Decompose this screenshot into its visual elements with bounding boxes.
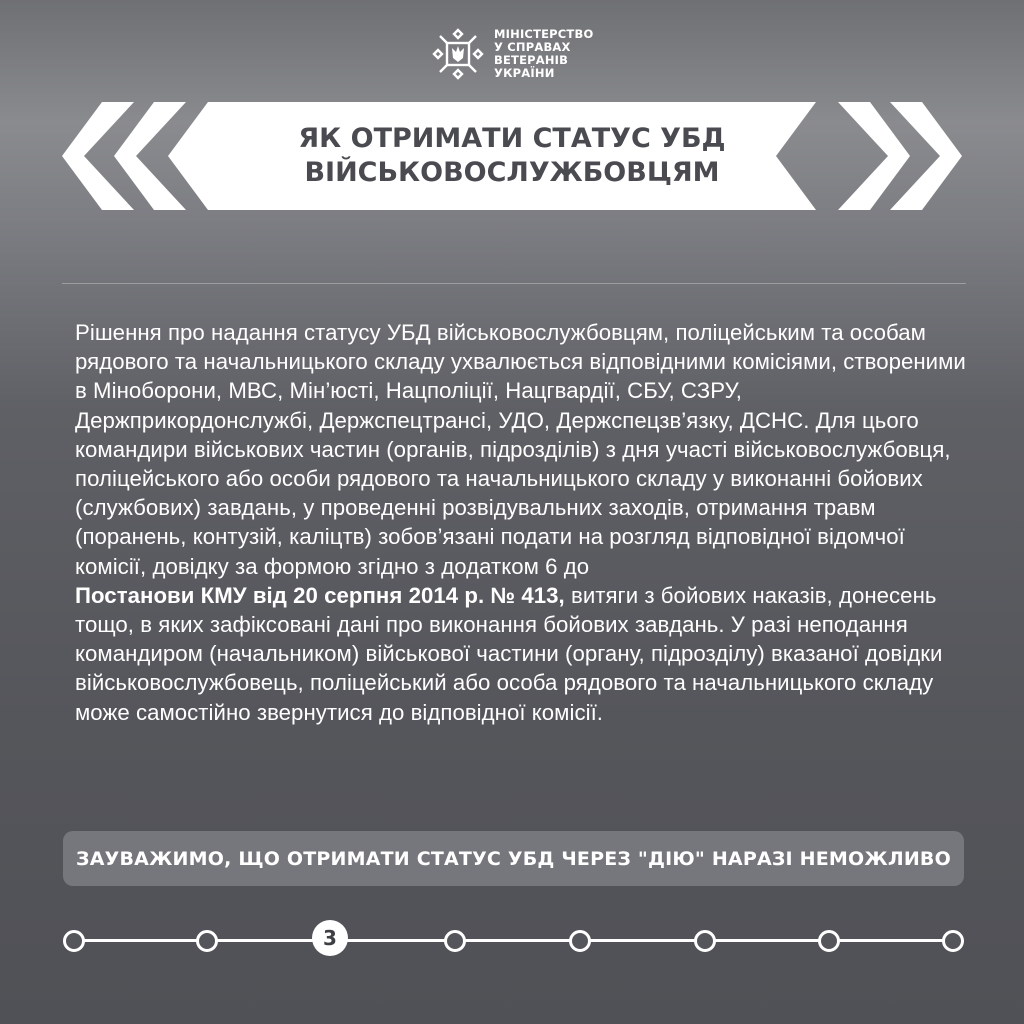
ministry-name-line: ВЕТЕРАНІВ [494,53,569,67]
ministry-emblem-icon [430,26,486,82]
ministry-name-line: УКРАЇНИ [494,66,555,80]
title-banner [62,102,962,210]
slide-pager [0,905,1024,975]
ministry-name-line: У СПРАВАХ [494,40,571,54]
pager-dot[interactable] [694,930,716,952]
ministry-logo [430,22,620,86]
pager-dot[interactable] [942,930,964,952]
pager-dot-current[interactable]: 3 [312,920,348,956]
ministry-name-line: МІНІСТЕРСТВО [494,27,594,41]
note-banner [63,831,964,886]
page-title-line1: ЯК ОТРИМАТИ СТАТУС УБД [298,123,726,154]
pager-dot[interactable] [569,930,591,952]
ministry-name [494,28,593,80]
main-text [75,318,967,727]
pager-dot[interactable] [196,930,218,952]
pager-dot[interactable] [63,930,85,952]
page-title [267,102,757,210]
note-text: ЗАУВАЖИМО, ЩО ОТРИМАТИ СТАТУС УБД ЧЕРЕЗ "ДІЮ" НАРАЗІ НЕМОЖЛИВО [76,847,951,870]
main-text-part1: Рішення про надання статусу УБД військовослужбовцям, поліцейським та особам рядового та начальницького складу ухвалюється відповідними комісіями, створеними в Міноборони, МВС, Мін’юсті, Нацполіції, Нацгвардії, СБУ, СЗРУ, Держприкордонслужбі, Держспецтрансі, УДО, Держспецзв’язку, ДСНС. Для цього командири військових частин (органів, підрозділів) з дня участі військовослужбовця, поліцейського або особи рядового та начальницького складу у виконанні бойових (службових) завдань, у проведенні розвідувальних заходів, отримання травм (поранень, контузій, каліцтв) зобов’язані подати на розгляд відповідної відомчої комісії, довідку за формою згідно з додатком 6 до [75,320,966,579]
page-title-line2: ВІЙСЬКОВОСЛУЖБОВЦЯМ [304,157,720,188]
section-divider [62,283,966,284]
main-text-bold-reference: Постанови КМУ від 20 серпня 2014 р. № 413, [75,582,565,608]
main-text-part2: витяги з бойових наказів, донесень тощо, в яких зафіксовані дані про виконання бойових завдань. У разі неподання командиром (начальником) військової частини (органу, підрозділу) вказаної довідки військовослужбовець, поліцейський або особа рядового та начальницького складу може самостійно звернутися до відповідної комісії. [75,582,943,725]
pager-dot[interactable] [818,930,840,952]
pager-dot[interactable] [444,930,466,952]
